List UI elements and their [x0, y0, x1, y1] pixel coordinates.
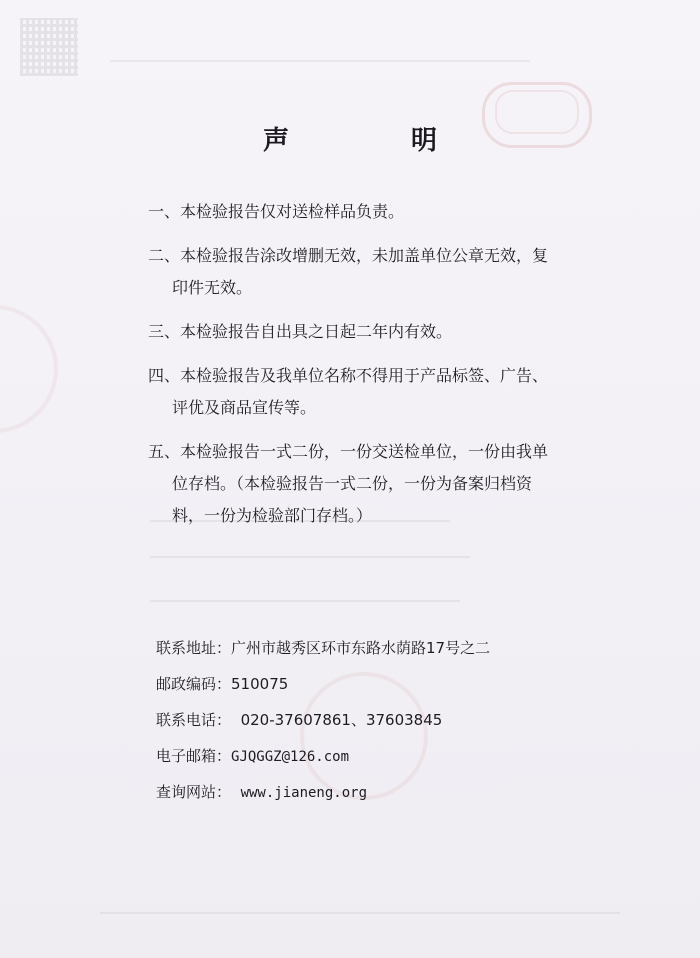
contact-postcode: [156, 666, 576, 702]
clause-item: [148, 436, 588, 532]
contact-phone-label: 联系电话：: [156, 711, 232, 729]
clause-line: 二、本检验报告涂改增删无效，未加盖单位公章无效，复: [148, 246, 549, 265]
show-through-line: [150, 556, 470, 558]
clause-line: 一、本检验报告仅对送检样品负责。: [148, 202, 405, 221]
clause-line: 料，一份为检验部门存档。）: [172, 506, 373, 525]
contact-phone-value: 020-37607861、37603845: [240, 711, 443, 729]
contact-website: [156, 774, 576, 810]
clause-item: [148, 196, 588, 228]
contact-address-value: 广州市越秀区环市东路水荫路17号之二: [231, 639, 491, 657]
clause-line: 印件无效。: [172, 278, 253, 297]
show-through-line: [110, 60, 530, 62]
show-through-line: [150, 600, 460, 602]
contact-email-value[interactable]: GJQGGZ@126.com: [231, 749, 350, 765]
contact-address: [156, 630, 576, 666]
contact-email: [156, 738, 576, 774]
clause-item: [148, 360, 588, 424]
clause-line: 位存档。（本检验报告一式二份，一份为备案归档资: [172, 474, 533, 493]
clause-line: 评优及商品宣传等。: [172, 398, 317, 417]
clause-line: 五、本检验报告一式二份，一份交送检单位，一份由我单: [148, 442, 549, 461]
contact-info: [156, 630, 576, 810]
show-through-seal-left: [0, 305, 58, 433]
show-through-line: [100, 912, 620, 914]
page-title: 声 明: [262, 126, 485, 156]
clause-line: 三、本检验报告自出具之日起二年内有效。: [148, 322, 453, 341]
contact-postcode-value: 510075: [231, 675, 289, 693]
contact-website-label: 查询网站：: [156, 783, 232, 801]
clause-list: [148, 196, 588, 544]
clause-item: [148, 240, 588, 304]
contact-address-label: 联系地址：: [156, 639, 232, 657]
clause-line: 四、本检验报告及我单位名称不得用于产品标签、广告、: [148, 366, 549, 385]
contact-phone: [156, 702, 576, 738]
contact-website-value[interactable]: www.jianeng.org: [240, 785, 367, 801]
clause-item: [148, 316, 588, 348]
contact-postcode-label: 邮政编码：: [156, 675, 232, 693]
contact-email-label: 电子邮箱：: [156, 747, 232, 765]
show-through-qr-code: [20, 18, 78, 76]
